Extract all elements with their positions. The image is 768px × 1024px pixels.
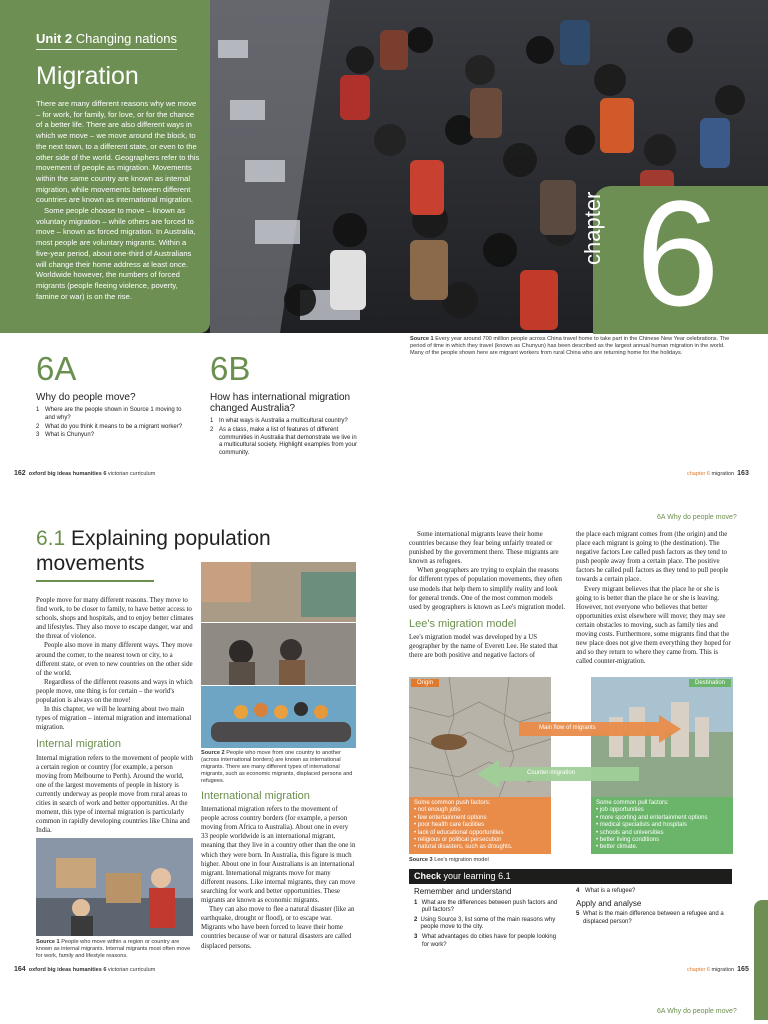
column-3	[409, 530, 567, 660]
paragraph: They can also move to flee a natural disaster (like an earthquake, drought or flood), or to escape war. Migrants who have been forced to leave their home countries because of war or natural disasters are called displaced persons.	[201, 906, 355, 950]
list-item: 2 What do you think it means to be a migrant worker?	[36, 423, 183, 430]
factor-item: • few entertainment options	[414, 815, 546, 822]
source3-caption: Source 3 Lee's migration model	[409, 857, 489, 863]
check-col-2	[576, 888, 732, 926]
list-item: 2 As a class, make a list of features of different communities in Australia that demonstrate we live in a multicultural society. Highlight examples from your community.	[210, 426, 357, 457]
apply-heading: Apply and analyse	[576, 898, 642, 908]
factor-item: • job opportunities	[596, 807, 728, 814]
paragraph: People also move in many different ways. They move around the corner, to the nearest town or city, to a different state, or even to new countries on the other side of the world.	[36, 642, 193, 677]
push-factors-title: Some common push factors:	[414, 800, 491, 806]
counter-migration-label: Counter-migration	[527, 770, 576, 776]
bottom-running-head: 6A Why do people move?	[657, 1008, 737, 1015]
section-6b	[210, 350, 360, 459]
origin-label: Origin	[411, 679, 439, 687]
workers-photo	[36, 838, 193, 936]
paragraph: When geographers are trying to explain the reasons for different types of population movements, they often use models that help them to simplify reality and look for general trends. One of the most common models used by geographers is known as Lee's migration model.	[409, 567, 566, 611]
factor-item: • poor health care facilities	[414, 822, 546, 829]
question-3: 3 What advantages do cities have for people looking for work?	[414, 933, 557, 948]
intro-panel	[0, 0, 210, 333]
list-item: 1 In what ways is Australia a multicultural country?	[210, 418, 348, 424]
paragraph: the place each migrant comes from (the origin) and the place each migrant is going to (the destination). The negative factors Lee called push factors as they tend to push people away from a certain place. The positive factors he called pull factors as they tend to pull people towards a certain place.	[576, 531, 729, 584]
factor-item: • more sporting and entertainment options	[596, 815, 728, 822]
pull-factors-title: Some common pull factors:	[596, 800, 669, 806]
section-6a-question: Why do people move?	[36, 392, 136, 403]
question-4: 4 What is a refugee?	[576, 888, 636, 894]
main-flow-label: Main flow of migrants	[539, 725, 596, 731]
list-item: 1 Where are the people shown in Source 1 moving to and why?	[36, 407, 182, 421]
section-6b-question: How has international migration changed Australia?	[210, 392, 351, 414]
remember-heading: Remember and understand	[414, 887, 512, 896]
paragraph: People move for many different reasons. They move to find work, to be closer to family, to have better access to schools, shops and hospitals, and to enjoy better climates and lifestyles. They also move to escape danger, war and the threat of violence.	[36, 597, 194, 641]
question-1: 1 What are the differences between push factors and pull factors?	[414, 899, 558, 914]
internal-migration-heading: Internal migration	[36, 738, 121, 751]
intro-paragraph-1: There are many different reasons why we move – for work, for family, for love, or for the chance of a better life. There are also different ways in which we move – we move around the block, to the next town, to a different state, or even to the other side of the world. Geographers refer to this movement of people as migration. Movements within the same country are known as internal migration, while movements between different countries are known as international migration.	[36, 99, 200, 205]
paragraph: Regardless of the different reasons and ways in which people move, one thing is for certain – the world's population is always on the move!	[36, 678, 193, 705]
footer-right-165: chapter 6 migration 165	[687, 966, 749, 973]
chapter-word: chapter	[580, 191, 605, 265]
column-1	[36, 596, 194, 835]
section-title: 6.1 Explaining population movements	[36, 527, 271, 575]
factor-item: • schools and universities	[596, 830, 728, 837]
migrants-photos	[201, 562, 356, 748]
push-factors-list	[414, 807, 546, 851]
paragraph: Every migrant believes that the place he or she is going to is better than the place he or she is leaving. However, not everyone who believes that better opportunities exist elsewhere will move; they may see certain obstacles to moving, such as family ties and moving costs. Furthermore, some migrants find that the new place does not give them everything they hoped for and so they return to where they came from. This is called counter-migration.	[576, 585, 731, 666]
section-6b-number: 6B	[210, 350, 251, 387]
source1b-caption: Source 1 People who move within a region or country are known as internal migrants. Internal migrants most often move for work, family and lifestyle reasons.	[36, 939, 191, 959]
list-item: 3 What is Chunyun?	[36, 432, 95, 439]
factor-item: • better climate.	[596, 844, 728, 851]
intro-paragraph-2: Some people choose to move – known as voluntary migration – while others are forced to move – known as forced migration. In Australia, most people are voluntary migrants. Within a five-year period, about one-third of Australians will change their home address at least once. Worldwide however, the numbers of forced migrants (people fleeing violence, poverty, famine or war) is on the rise.	[36, 206, 196, 301]
chapter-number: 6	[636, 169, 720, 337]
question-2: 2 Using Source 3, list some of the main reasons why people move to the city.	[414, 916, 556, 931]
international-migration-heading: International migration	[201, 790, 310, 802]
factor-item: • medical specialists and hospitals	[596, 822, 728, 829]
lee-model-heading: Lee's migration model	[409, 617, 517, 630]
column-4	[576, 530, 732, 666]
source2-caption: Source 2 People who move from one country to another (across international borders) are known as international migrants. There are many different types of international migrants, such as economic migrants, displaced persons and refugees.	[201, 750, 353, 784]
factor-item: • religious or political persecution	[414, 837, 546, 844]
paragraph: Lee's migration model was developed by a US geographer by the name of Everett Lee. He stated that there are both positive and negative factors of	[409, 633, 558, 660]
section-6b-list	[210, 418, 360, 458]
footer-right-163: chapter 6 migration 163	[687, 470, 749, 477]
page-edge-tab	[754, 900, 768, 1020]
push-factors-box	[409, 797, 551, 854]
section-6a-list	[36, 407, 186, 440]
paragraph: In this chapter, we will be learning about two main types of migration – internal migration and international migration.	[36, 706, 192, 732]
check-col-1	[414, 888, 564, 949]
section-6a-number: 6A	[36, 350, 77, 387]
factor-item: • not enough jobs	[414, 807, 546, 814]
section-6a	[36, 350, 186, 441]
column-2	[201, 792, 356, 951]
title-rule	[36, 580, 154, 582]
source1-caption: Source 1 Every year around 700 million people across China travel home to take part in the Chinese New Year celebrations. The period of time in which they travel (known as Chunyun) has been described as the largest annual human migration in the world. Many of the people shown here are migrant workers from rural China who are returning home for the holidays.	[410, 336, 730, 356]
factor-item: • lack of educational opportunities	[414, 830, 546, 837]
check-learning-header: Check your learning 6.1	[409, 869, 732, 884]
lee-model-diagram	[409, 677, 733, 855]
destination-label: Destination	[689, 679, 731, 687]
factor-item: • natural disasters, such as droughts.	[414, 844, 546, 851]
question-5: 5 What is the main difference between a refugee and a displaced person?	[576, 911, 724, 925]
paragraph: Some international migrants leave their home countries because they fear being unfairly treated or punished by the government there. These migrants are known as refugees.	[409, 531, 559, 566]
paragraph: Internal migration refers to the movement of people with a certain region or country (for example, a person moving from Melbourne to Perth). Around the world, one of the largest movements of people in history is currently underway as people move from rural areas to cities in search of work and better opportunities. At the moment, this type of internal migration is particularly common in rapidly developing countries like China and India.	[36, 754, 193, 835]
page-title: Migration	[36, 62, 139, 90]
footer-left-164: 164 oxford big ideas humanities 6 victorian curriculum	[14, 966, 156, 973]
unit-heading: Unit 2 Changing nations	[36, 31, 177, 50]
pull-factors-box	[591, 797, 733, 854]
pull-factors-list	[596, 807, 728, 851]
running-head: 6A Why do people move?	[657, 514, 737, 521]
factor-item: • better living conditions	[596, 837, 728, 844]
paragraph: International migration refers to the movement of people across country borders (for example, a person moving from Africa to Australia). About one in every 33 people worldwide is an international migrant, meaning that they live in a country other than the one in which they were born. In Australia, this figure is much higher. About one in four Australians is an international migrant. International migrants move for many different reasons. Like internal migrants, they can move searching for work and better opportunities. These migrants are known as economic migrants.	[201, 806, 356, 905]
footer-left-162: 162 oxford big ideas humanities 6 victorian curriculum	[14, 470, 156, 477]
